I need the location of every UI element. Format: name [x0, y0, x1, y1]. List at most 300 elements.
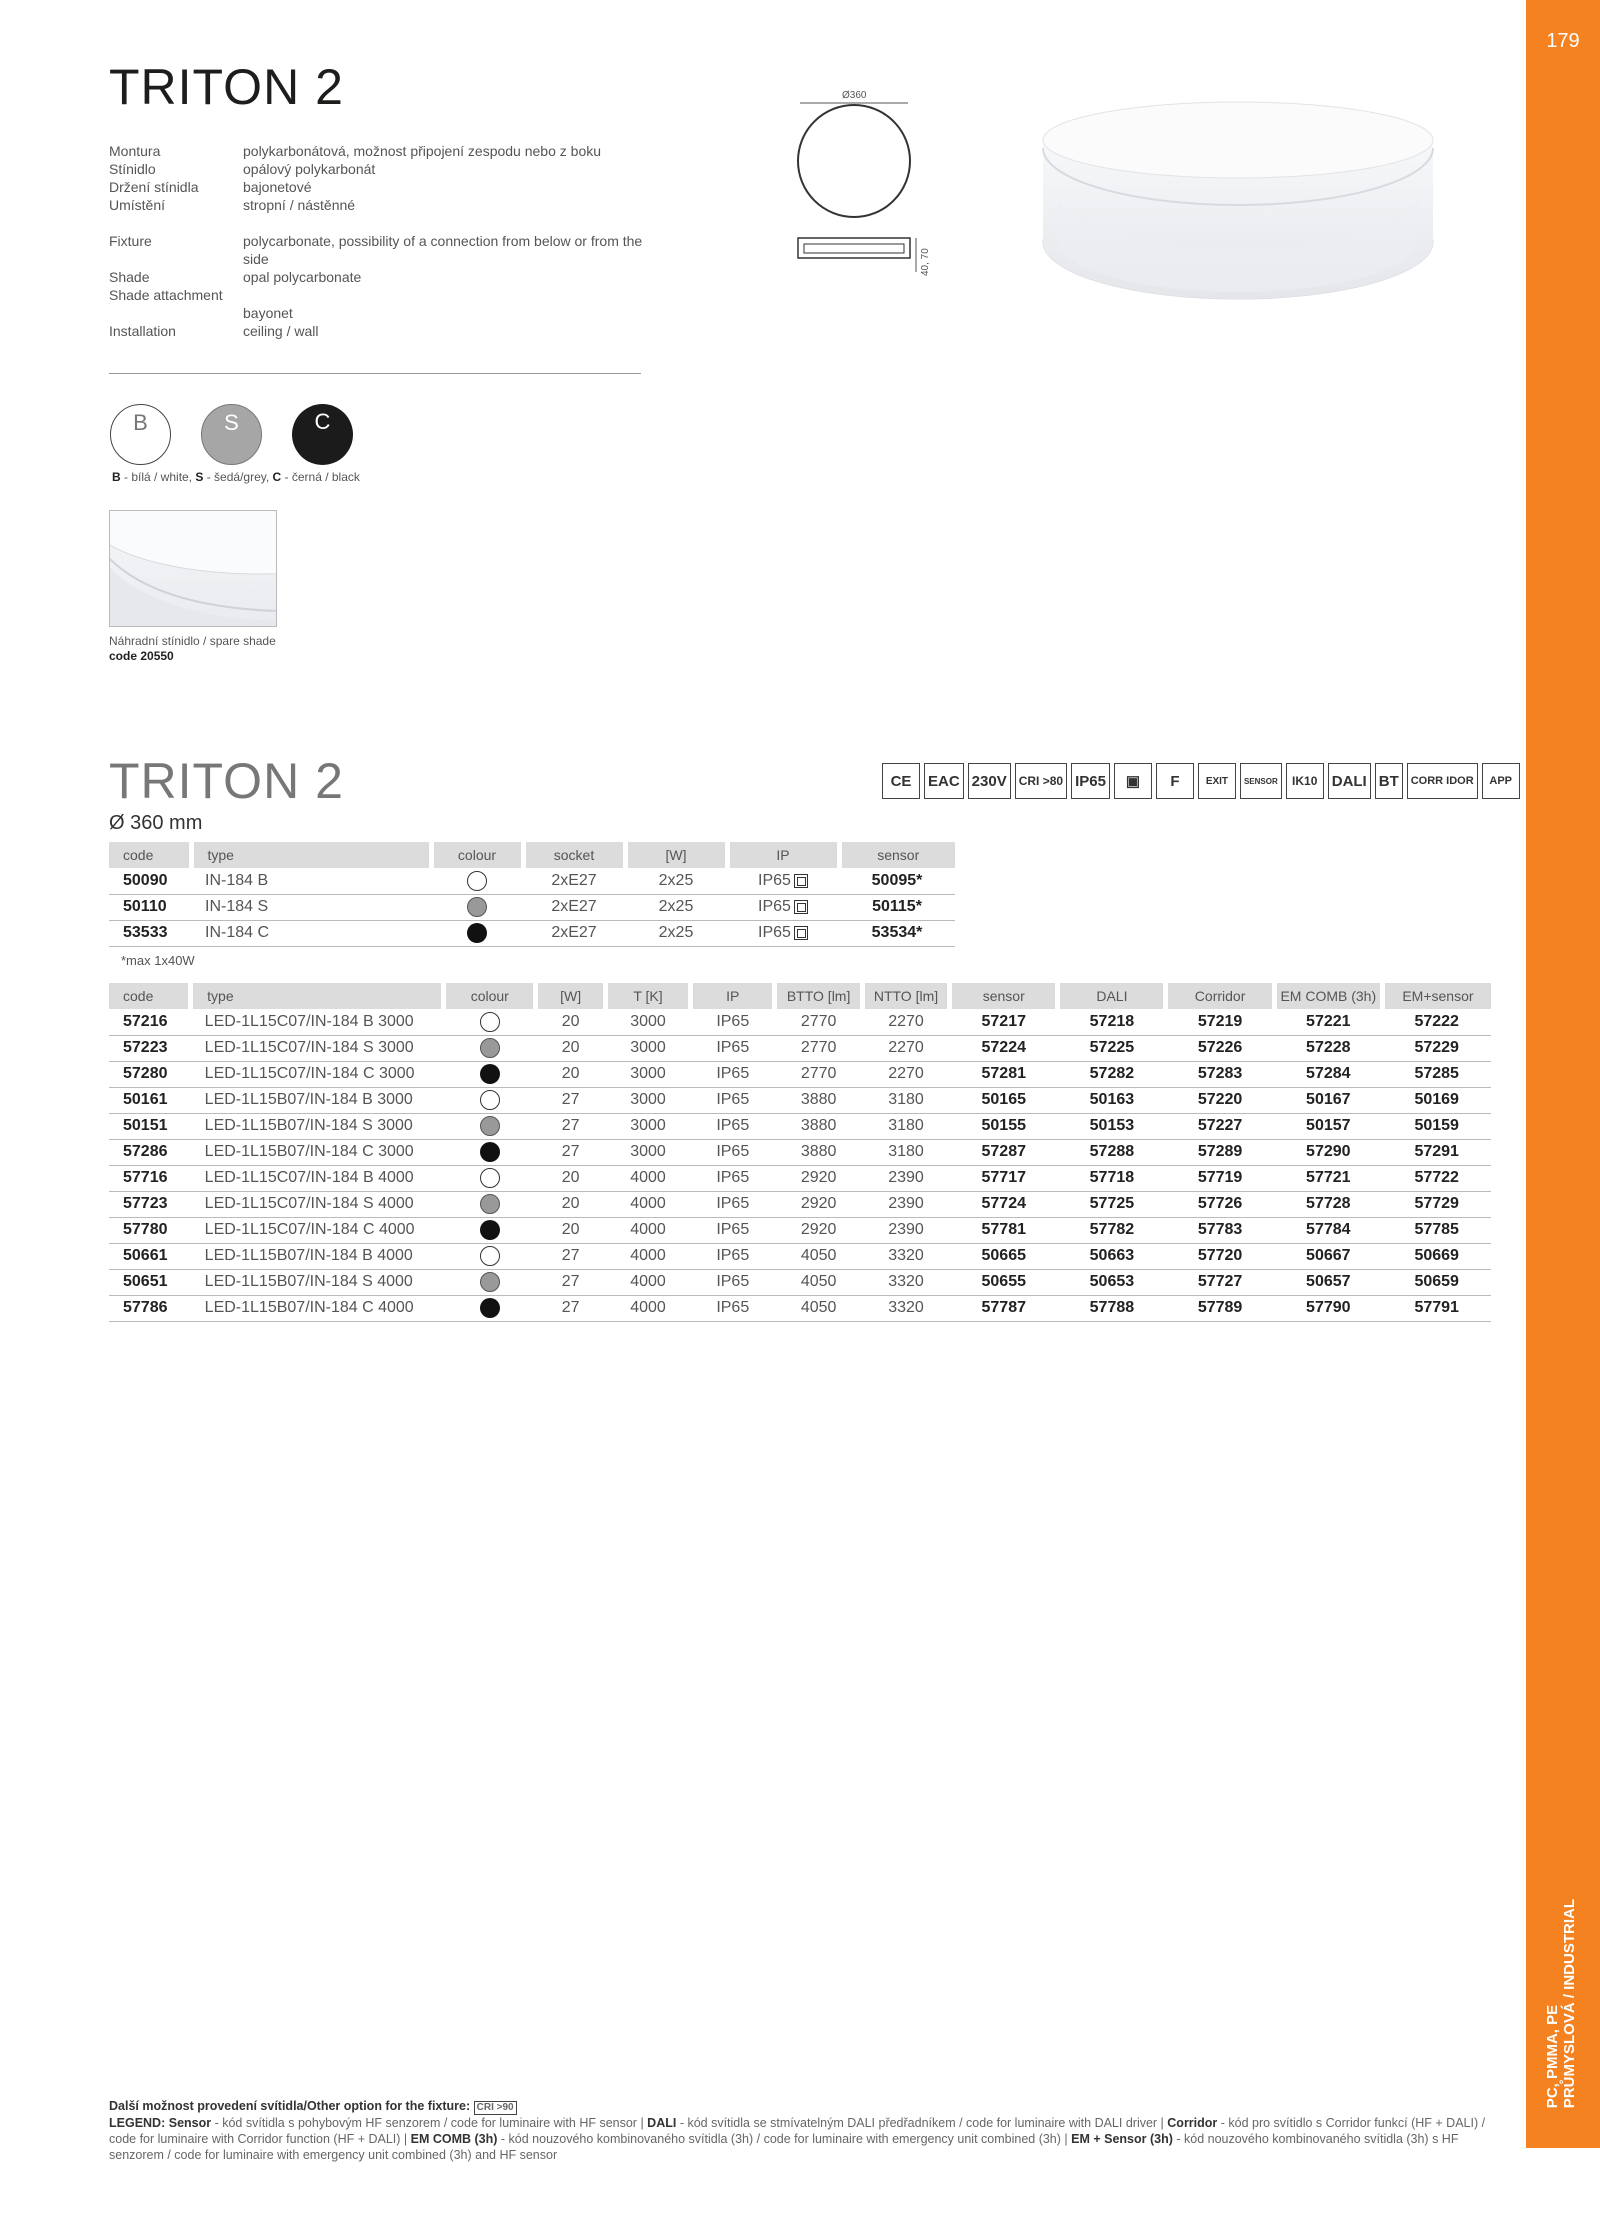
colour-cell: [444, 1165, 536, 1191]
ntto-cell: 2270: [862, 1061, 949, 1087]
colour-cell: [431, 894, 523, 920]
ip-cell: IP65: [691, 1217, 775, 1243]
corridor-cell: 57289: [1166, 1139, 1274, 1165]
ip-value: IP65: [758, 871, 791, 889]
ip-cell: IP65: [691, 1113, 775, 1139]
dali-cell: 57282: [1058, 1061, 1166, 1087]
sensor-cell: 57717: [950, 1165, 1058, 1191]
emcomb-cell: 57290: [1274, 1139, 1382, 1165]
type-cell: LED-1L15C07/IN-184 C 3000: [191, 1061, 444, 1087]
ip-cell: IP65: [691, 1087, 775, 1113]
emsensor-cell: 50169: [1382, 1087, 1491, 1113]
emsensor-cell: 57291: [1382, 1139, 1491, 1165]
spec-value: stropní / nástěnné: [243, 197, 356, 213]
colour-dot: [467, 871, 487, 891]
ip-cell: IP65: [691, 1269, 775, 1295]
watt-cell: 20: [536, 1061, 605, 1087]
sensor-cell: 50165: [950, 1087, 1058, 1113]
colour-cell: [444, 1191, 536, 1217]
column-header: type: [191, 842, 431, 868]
column-header: Corridor: [1166, 983, 1274, 1009]
cct-cell: 3000: [605, 1061, 690, 1087]
ip-cell: IP65: [691, 1061, 775, 1087]
ip-value: IP65: [758, 898, 791, 915]
socket-cell: 2xE27: [523, 868, 625, 894]
btto-cell: 4050: [775, 1269, 862, 1295]
cct-cell: 3000: [605, 1009, 690, 1035]
emcomb-cell: 57284: [1274, 1061, 1382, 1087]
type-cell: LED-1L15B07/IN-184 B 3000: [191, 1087, 444, 1113]
colour-dot: [480, 1012, 500, 1032]
f-mark-icon: F: [1156, 763, 1194, 799]
emcomb-cell: 57790: [1274, 1295, 1382, 1321]
colour-dot: [480, 1142, 500, 1162]
type-cell: LED-1L15C07/IN-184 C 4000: [191, 1217, 444, 1243]
ip-cell: IP65: [691, 1191, 775, 1217]
type-cell: LED-1L15C07/IN-184 B 3000: [191, 1009, 444, 1035]
colour-cell: [444, 1061, 536, 1087]
emsensor-cell: 57222: [1382, 1009, 1491, 1035]
colour-dot: [467, 923, 487, 943]
certification-icons: [882, 763, 1524, 799]
ip-value: IP65: [758, 924, 791, 941]
code-cell: 50151: [109, 1113, 191, 1139]
sensor-cell: 50655: [950, 1269, 1058, 1295]
emcomb-cell: 57221: [1274, 1009, 1382, 1035]
watt-cell: 20: [536, 1009, 605, 1035]
watt-cell: 27: [536, 1295, 605, 1321]
table-row: [109, 894, 955, 920]
type-cell: LED-1L15B07/IN-184 S 3000: [191, 1113, 444, 1139]
bluetooth-icon: BT: [1375, 763, 1403, 799]
colour-cell: [444, 1269, 536, 1295]
spec-label: Umístění: [109, 197, 166, 213]
column-header: colour: [444, 983, 536, 1009]
swatch-grey: S: [201, 404, 262, 465]
column-header: T [K]: [605, 983, 690, 1009]
emsensor-cell: 57791: [1382, 1295, 1491, 1321]
table-row: [109, 1217, 1491, 1243]
type-cell: LED-1L15B07/IN-184 S 4000: [191, 1269, 444, 1295]
ip-cell: IP65: [691, 1035, 775, 1061]
spec-value: bayonet: [243, 305, 293, 321]
ntto-cell: 3320: [862, 1269, 949, 1295]
sensor-cell: 50115*: [839, 894, 955, 920]
corridor-cell: 57783: [1166, 1217, 1274, 1243]
dali-cell: 50653: [1058, 1269, 1166, 1295]
socket-cell: 2xE27: [523, 920, 625, 946]
section-title: TRITON 2: [109, 753, 344, 809]
dali-cell: 57788: [1058, 1295, 1166, 1321]
dali-cell: 57725: [1058, 1191, 1166, 1217]
colour-cell: [444, 1113, 536, 1139]
class-ii-icon: [794, 926, 808, 940]
emsensor-cell: 57722: [1382, 1165, 1491, 1191]
ik10-icon: IK10: [1286, 763, 1324, 799]
category-name: PRŮMYSLOVÁ / INDUSTRIAL: [1561, 1898, 1578, 2108]
type-cell: LED-1L15C07/IN-184 S 4000: [191, 1191, 444, 1217]
watt-cell: 20: [536, 1035, 605, 1061]
cct-cell: 4000: [605, 1295, 690, 1321]
emsensor-cell: 57729: [1382, 1191, 1491, 1217]
spec-row: [109, 322, 673, 340]
spec-label: Stínidlo: [109, 161, 156, 177]
column-header: socket: [523, 842, 625, 868]
spec-row: [109, 142, 673, 160]
type-cell: IN-184 C: [191, 920, 431, 946]
watt-cell: 27: [536, 1269, 605, 1295]
watt-cell: 27: [536, 1139, 605, 1165]
legend: Další možnost provedení svítidla/Other option for the fixture: CRI >90 LEGEND: Sensor - kód svítidla s pohybovým HF senzorem / code for luminaire with HF sensor | DALI - kód svítidla se stmívatelným DALI předřadníkem / code for luminaire with DALI driver | Corridor - kód pro svítidlo s Corridor funkcí (HF + DALI) / code for luminaire with Corridor function (HF + DALI) | EM COMB (3h) - kód nouzového kombinovaného svítidla (3h) / code for luminaire with emergency unit combined (3h) | EM + Sensor (3h) - kód nouzového kombinovaného svítidla (3h) s HF senzorem / code for luminaire with emergency unit combined (3h) and HF sensor: [109, 2099, 1486, 2162]
btto-cell: 3880: [775, 1087, 862, 1113]
dali-icon: DALI: [1328, 763, 1371, 799]
emsensor-cell: 57785: [1382, 1217, 1491, 1243]
height-dim: 40, 70: [920, 248, 930, 276]
code-cell: 50110: [109, 894, 191, 920]
cct-cell: 4000: [605, 1191, 690, 1217]
ntto-cell: 2390: [862, 1165, 949, 1191]
emcomb-cell: 57728: [1274, 1191, 1382, 1217]
spec-value: opal polycarbonate: [243, 269, 362, 285]
column-header: [W]: [625, 842, 727, 868]
class-ii-icon: [794, 874, 808, 888]
sensor-cell: 50155: [950, 1113, 1058, 1139]
sensor-cell: 57281: [950, 1061, 1058, 1087]
ntto-cell: 2390: [862, 1217, 949, 1243]
table-row: [109, 1087, 1491, 1113]
colour-cell: [444, 1295, 536, 1321]
swatch-white: B: [110, 404, 171, 465]
column-header: sensor: [839, 842, 955, 868]
watt-cell: 20: [536, 1191, 605, 1217]
eac-icon: EAC: [924, 763, 964, 799]
code-cell: 50090: [109, 868, 191, 894]
code-cell: 57223: [109, 1035, 191, 1061]
ntto-cell: 2390: [862, 1191, 949, 1217]
column-header: EM COMB (3h): [1274, 983, 1382, 1009]
column-header: code: [109, 842, 191, 868]
ip-cell: IP65: [691, 1009, 775, 1035]
spec-list: [109, 142, 673, 340]
swatch-black: C: [292, 404, 353, 465]
conventional-table: [109, 842, 955, 947]
btto-cell: 4050: [775, 1243, 862, 1269]
ip-cell: IP65: [691, 1139, 775, 1165]
btto-cell: 4050: [775, 1295, 862, 1321]
class-ii-icon: [794, 900, 808, 914]
spec-row: [109, 286, 673, 322]
divider: [109, 373, 641, 374]
column-header: IP: [691, 983, 775, 1009]
code-cell: 50651: [109, 1269, 191, 1295]
column-header: colour: [431, 842, 523, 868]
sensor-cell: 57787: [950, 1295, 1058, 1321]
code-cell: 57723: [109, 1191, 191, 1217]
spec-value: opálový polykarbonát: [243, 161, 376, 177]
spec-label: Installation: [109, 323, 176, 339]
btto-cell: 2920: [775, 1191, 862, 1217]
sensor-cell: 50665: [950, 1243, 1058, 1269]
ip-cell: IP65: [691, 1243, 775, 1269]
code-cell: 53533: [109, 920, 191, 946]
led-table: [109, 983, 1491, 1322]
table-row: [109, 1009, 1491, 1035]
dali-cell: 57218: [1058, 1009, 1166, 1035]
btto-cell: 2920: [775, 1217, 862, 1243]
emcomb-cell: 50167: [1274, 1087, 1382, 1113]
corridor-icon: CORR IDOR: [1407, 763, 1478, 799]
cct-cell: 3000: [605, 1113, 690, 1139]
table-row: [109, 868, 955, 894]
swatch-legend: B - bílá / white, S - šedá/grey, C - černá / black: [112, 470, 360, 484]
spec-value: polycarbonate, possibility of a connection from below or from the side: [243, 233, 643, 267]
code-cell: 57280: [109, 1061, 191, 1087]
sensor-cell: 57781: [950, 1217, 1058, 1243]
colour-cell: [444, 1217, 536, 1243]
colour-dot: [480, 1272, 500, 1292]
corridor-cell: 57226: [1166, 1035, 1274, 1061]
ntto-cell: 2270: [862, 1035, 949, 1061]
sensor-cell: 57724: [950, 1191, 1058, 1217]
corridor-cell: 57227: [1166, 1113, 1274, 1139]
dali-cell: 57718: [1058, 1165, 1166, 1191]
spec-value: polykarbonátová, možnost připojení zespodu nebo z boku: [243, 143, 602, 159]
watt-cell: 27: [536, 1087, 605, 1113]
table-row: [109, 1295, 1491, 1321]
color-swatches: [110, 404, 383, 465]
type-cell: LED-1L15C07/IN-184 B 4000: [191, 1165, 444, 1191]
cct-cell: 3000: [605, 1087, 690, 1113]
column-header: DALI: [1058, 983, 1166, 1009]
spec-row: [109, 232, 673, 268]
colour-cell: [444, 1087, 536, 1113]
colour-dot: [480, 1090, 500, 1110]
cct-cell: 3000: [605, 1035, 690, 1061]
emsensor-cell: 57285: [1382, 1061, 1491, 1087]
dali-cell: 57225: [1058, 1035, 1166, 1061]
ntto-cell: 3180: [862, 1113, 949, 1139]
spec-label: Fixture: [109, 233, 152, 249]
emcomb-cell: 57721: [1274, 1165, 1382, 1191]
column-header: code: [109, 983, 191, 1009]
column-header: EM+sensor: [1382, 983, 1491, 1009]
table-row: [109, 920, 955, 946]
cct-cell: 4000: [605, 1243, 690, 1269]
cct-cell: 3000: [605, 1139, 690, 1165]
corridor-cell: 57789: [1166, 1295, 1274, 1321]
cct-cell: 4000: [605, 1269, 690, 1295]
watt-cell: 20: [536, 1217, 605, 1243]
socket-cell: 2xE27: [523, 894, 625, 920]
motion-sensor-icon: SENSOR: [1240, 763, 1282, 799]
category-sidebar: [1526, 0, 1600, 2148]
product-photo: [1040, 100, 1435, 300]
sensor-cell: 57217: [950, 1009, 1058, 1035]
emsensor-cell: 50669: [1382, 1243, 1491, 1269]
colour-dot: [480, 1168, 500, 1188]
app-control-icon: APP: [1482, 763, 1520, 799]
column-header: sensor: [950, 983, 1058, 1009]
type-cell: IN-184 B: [191, 868, 431, 894]
table-row: [109, 1113, 1491, 1139]
colour-cell: [444, 1009, 536, 1035]
footnote: *max 1x40W: [121, 953, 195, 968]
spec-row: [109, 268, 673, 286]
dali-cell: 57782: [1058, 1217, 1166, 1243]
dimension-drawing: [790, 86, 930, 286]
ip-cell: IP65: [691, 1295, 775, 1321]
table-row: [109, 1191, 1491, 1217]
column-header: IP: [727, 842, 839, 868]
watt-cell: 27: [536, 1113, 605, 1139]
type-cell: IN-184 S: [191, 894, 431, 920]
cct-cell: 4000: [605, 1165, 690, 1191]
emsensor-cell: 50159: [1382, 1113, 1491, 1139]
code-cell: 50661: [109, 1243, 191, 1269]
type-cell: LED-1L15B07/IN-184 C 4000: [191, 1295, 444, 1321]
emcomb-cell: 57784: [1274, 1217, 1382, 1243]
spare-shade-caption: Náhradní stínidlo / spare shade code 20550: [109, 634, 276, 663]
spec-label: Shade: [109, 269, 150, 285]
spec-row: [109, 196, 673, 214]
emergency-exit-icon: EXIT: [1198, 763, 1236, 799]
colour-dot: [480, 1220, 500, 1240]
colour-dot: [480, 1246, 500, 1266]
colour-cell: [431, 868, 523, 894]
corridor-cell: 57283: [1166, 1061, 1274, 1087]
diameter-label: Ø 360 mm: [109, 812, 203, 834]
ntto-cell: 3320: [862, 1295, 949, 1321]
dali-cell: 57288: [1058, 1139, 1166, 1165]
ip65-icon: IP65: [1071, 763, 1110, 799]
product-title: TRITON 2: [109, 59, 344, 115]
ntto-cell: 3180: [862, 1087, 949, 1113]
sensor-cell: 57224: [950, 1035, 1058, 1061]
btto-cell: 3880: [775, 1113, 862, 1139]
colour-dot: [480, 1298, 500, 1318]
corridor-cell: 57726: [1166, 1191, 1274, 1217]
page-number: 179: [1546, 30, 1580, 52]
btto-cell: 2770: [775, 1061, 862, 1087]
ntto-cell: 3320: [862, 1243, 949, 1269]
ip-cell: [727, 894, 839, 920]
column-header: BTTO [lm]: [775, 983, 862, 1009]
corridor-cell: 57720: [1166, 1243, 1274, 1269]
emcomb-cell: 50157: [1274, 1113, 1382, 1139]
emsensor-cell: 50659: [1382, 1269, 1491, 1295]
type-cell: LED-1L15B07/IN-184 C 3000: [191, 1139, 444, 1165]
watt-cell: 20: [536, 1165, 605, 1191]
corridor-cell: 57220: [1166, 1087, 1274, 1113]
colour-cell: [431, 920, 523, 946]
code-cell: 50161: [109, 1087, 191, 1113]
table-row: [109, 1269, 1491, 1295]
dali-cell: 50163: [1058, 1087, 1166, 1113]
corridor-cell: 57727: [1166, 1269, 1274, 1295]
type-cell: LED-1L15B07/IN-184 B 4000: [191, 1243, 444, 1269]
colour-cell: [444, 1035, 536, 1061]
column-header: type: [191, 983, 444, 1009]
ip-cell: [727, 868, 839, 894]
category-label: [1544, 1899, 1578, 2108]
cri-icon: CRI >90: [474, 2101, 517, 2115]
code-cell: 57786: [109, 1295, 191, 1321]
btto-cell: 2920: [775, 1165, 862, 1191]
dali-cell: 50663: [1058, 1243, 1166, 1269]
colour-dot: [480, 1064, 500, 1084]
code-cell: 57780: [109, 1217, 191, 1243]
dali-cell: 50153: [1058, 1113, 1166, 1139]
type-cell: LED-1L15C07/IN-184 S 3000: [191, 1035, 444, 1061]
ip-cell: IP65: [691, 1165, 775, 1191]
table-row: [109, 1061, 1491, 1087]
emcomb-cell: 50667: [1274, 1243, 1382, 1269]
spec-label: Shade attachment: [109, 287, 223, 303]
class-ii-icon: ▣: [1114, 763, 1152, 799]
emcomb-cell: 57228: [1274, 1035, 1382, 1061]
spec-label: Držení stínidla: [109, 179, 199, 195]
colour-dot: [467, 897, 487, 917]
table-header: [109, 983, 1491, 1009]
corridor-cell: 57219: [1166, 1009, 1274, 1035]
ntto-cell: 2270: [862, 1009, 949, 1035]
spec-row: [109, 160, 673, 178]
code-cell: 57716: [109, 1165, 191, 1191]
spec-value: bajonetové: [243, 179, 312, 195]
colour-cell: [444, 1139, 536, 1165]
table-row: [109, 1243, 1491, 1269]
table-header: [109, 842, 955, 868]
sensor-cell: 57287: [950, 1139, 1058, 1165]
btto-cell: 2770: [775, 1035, 862, 1061]
sensor-cell: 50095*: [839, 868, 955, 894]
table-row: [109, 1139, 1491, 1165]
column-header: [W]: [536, 983, 605, 1009]
colour-dot: [480, 1038, 500, 1058]
watt-cell: 27: [536, 1243, 605, 1269]
colour-dot: [480, 1116, 500, 1136]
code-cell: 57286: [109, 1139, 191, 1165]
cri-icon: CRI >80: [1015, 763, 1067, 799]
corridor-cell: 57719: [1166, 1165, 1274, 1191]
diameter-dim: Ø360: [842, 90, 867, 101]
watt-cell: 2x25: [625, 868, 727, 894]
emcomb-cell: 50657: [1274, 1269, 1382, 1295]
sensor-cell: 53534*: [839, 920, 955, 946]
ce-icon: CE: [882, 763, 920, 799]
watt-cell: 2x25: [625, 920, 727, 946]
column-header: NTTO [lm]: [862, 983, 949, 1009]
table-row: [109, 1165, 1491, 1191]
btto-cell: 3880: [775, 1139, 862, 1165]
table-row: [109, 1035, 1491, 1061]
colour-dot: [480, 1194, 500, 1214]
cct-cell: 4000: [605, 1217, 690, 1243]
watt-cell: 2x25: [625, 894, 727, 920]
ntto-cell: 3180: [862, 1139, 949, 1165]
material-label: PC, PMMA, PE: [1544, 2004, 1561, 2108]
spec-value: ceiling / wall: [243, 323, 319, 339]
btto-cell: 2770: [775, 1009, 862, 1035]
colour-cell: [444, 1243, 536, 1269]
emsensor-cell: 57229: [1382, 1035, 1491, 1061]
voltage-icon: 230V: [968, 763, 1011, 799]
ip-cell: [727, 920, 839, 946]
code-cell: 57216: [109, 1009, 191, 1035]
spec-row: [109, 178, 673, 196]
spare-shade-image: [109, 510, 277, 627]
spec-label: Montura: [109, 143, 161, 159]
